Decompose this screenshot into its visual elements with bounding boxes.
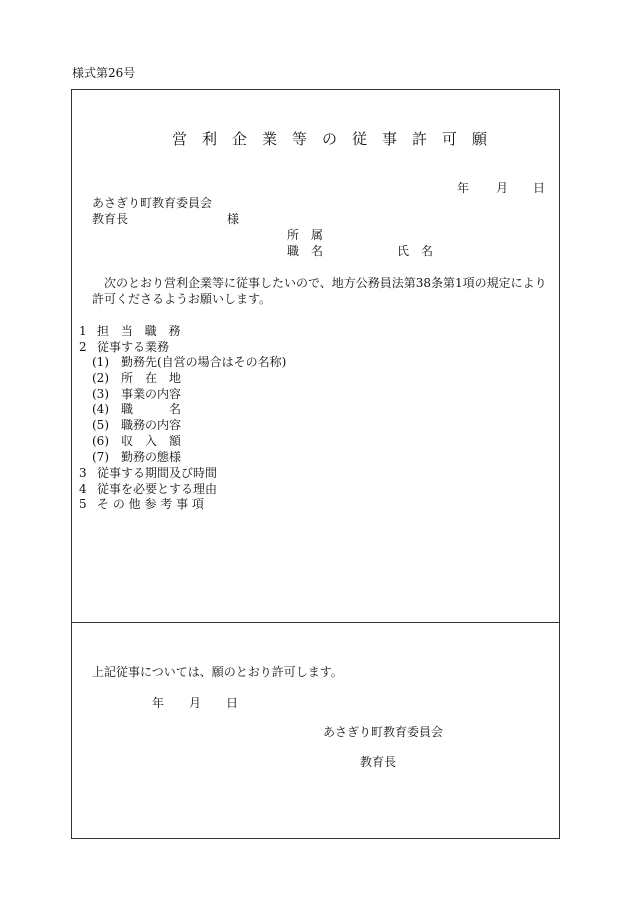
- subitem-2-label: 所 在 地: [121, 371, 182, 385]
- approval-date-year: 年: [152, 696, 165, 710]
- item-4-label: 従事を必要とする理由: [97, 482, 218, 496]
- affiliation-label: 所 属: [287, 228, 324, 242]
- request-body-line2: 許可くださるようお願いします。: [92, 292, 272, 306]
- subitem-4-num: (4): [92, 402, 109, 416]
- item-3-num: 3: [79, 466, 87, 480]
- section-divider: [72, 622, 560, 623]
- subitem-1-label: 勤務先(自営の場合はその名称): [121, 355, 287, 369]
- subitem-7-label: 勤務の態様: [121, 450, 182, 464]
- recipient-title: 教育長: [92, 212, 129, 226]
- subitem-5-label: 職務の内容: [121, 418, 182, 432]
- item-4-num: 4: [79, 482, 87, 496]
- item-2-label: 従事する業務: [97, 340, 170, 354]
- application-date-month: 月: [496, 181, 509, 195]
- subitem-1-num: (1): [92, 355, 109, 369]
- approval-org: あさぎり町教育委員会: [323, 725, 444, 739]
- subitem-4-label: 職 名: [121, 402, 182, 416]
- form-number: 様式第26号: [72, 66, 136, 80]
- position-label: 職 名: [287, 244, 324, 258]
- name-label: 氏 名: [397, 244, 434, 258]
- form-title: 営利企業等の従事許可願: [172, 130, 503, 148]
- recipient-honorific: 様: [227, 212, 240, 226]
- item-3-label: 従事する期間及び時間: [97, 466, 218, 480]
- application-date-year: 年: [457, 181, 470, 195]
- item-5-label: そ の 他 参 考 事 項: [97, 497, 204, 511]
- subitem-7-num: (7): [92, 450, 109, 464]
- subitem-2-num: (2): [92, 371, 109, 385]
- approval-date-month: 月: [189, 696, 202, 710]
- subitem-5-num: (5): [92, 418, 109, 432]
- item-2-num: 2: [79, 340, 87, 354]
- item-5-num: 5: [79, 497, 87, 511]
- approval-statement: 上記従事については、願のとおり許可します。: [92, 665, 343, 679]
- request-body-line1: 次のとおり営利企業等に従事したいので、地方公務員法第38条第1項の規定により: [104, 276, 547, 290]
- subitem-3-num: (3): [92, 387, 109, 401]
- subitem-3-label: 事業の内容: [121, 387, 182, 401]
- application-date-day: 日: [533, 181, 546, 195]
- subitem-6-label: 収 入 額: [121, 434, 182, 448]
- item-1-label: 担 当 職 務: [97, 324, 185, 338]
- subitem-6-num: (6): [92, 434, 109, 448]
- item-1-num: 1: [79, 324, 87, 338]
- approval-date-day: 日: [226, 696, 239, 710]
- approval-title: 教育長: [360, 755, 397, 769]
- recipient-org: あさぎり町教育委員会: [92, 196, 213, 210]
